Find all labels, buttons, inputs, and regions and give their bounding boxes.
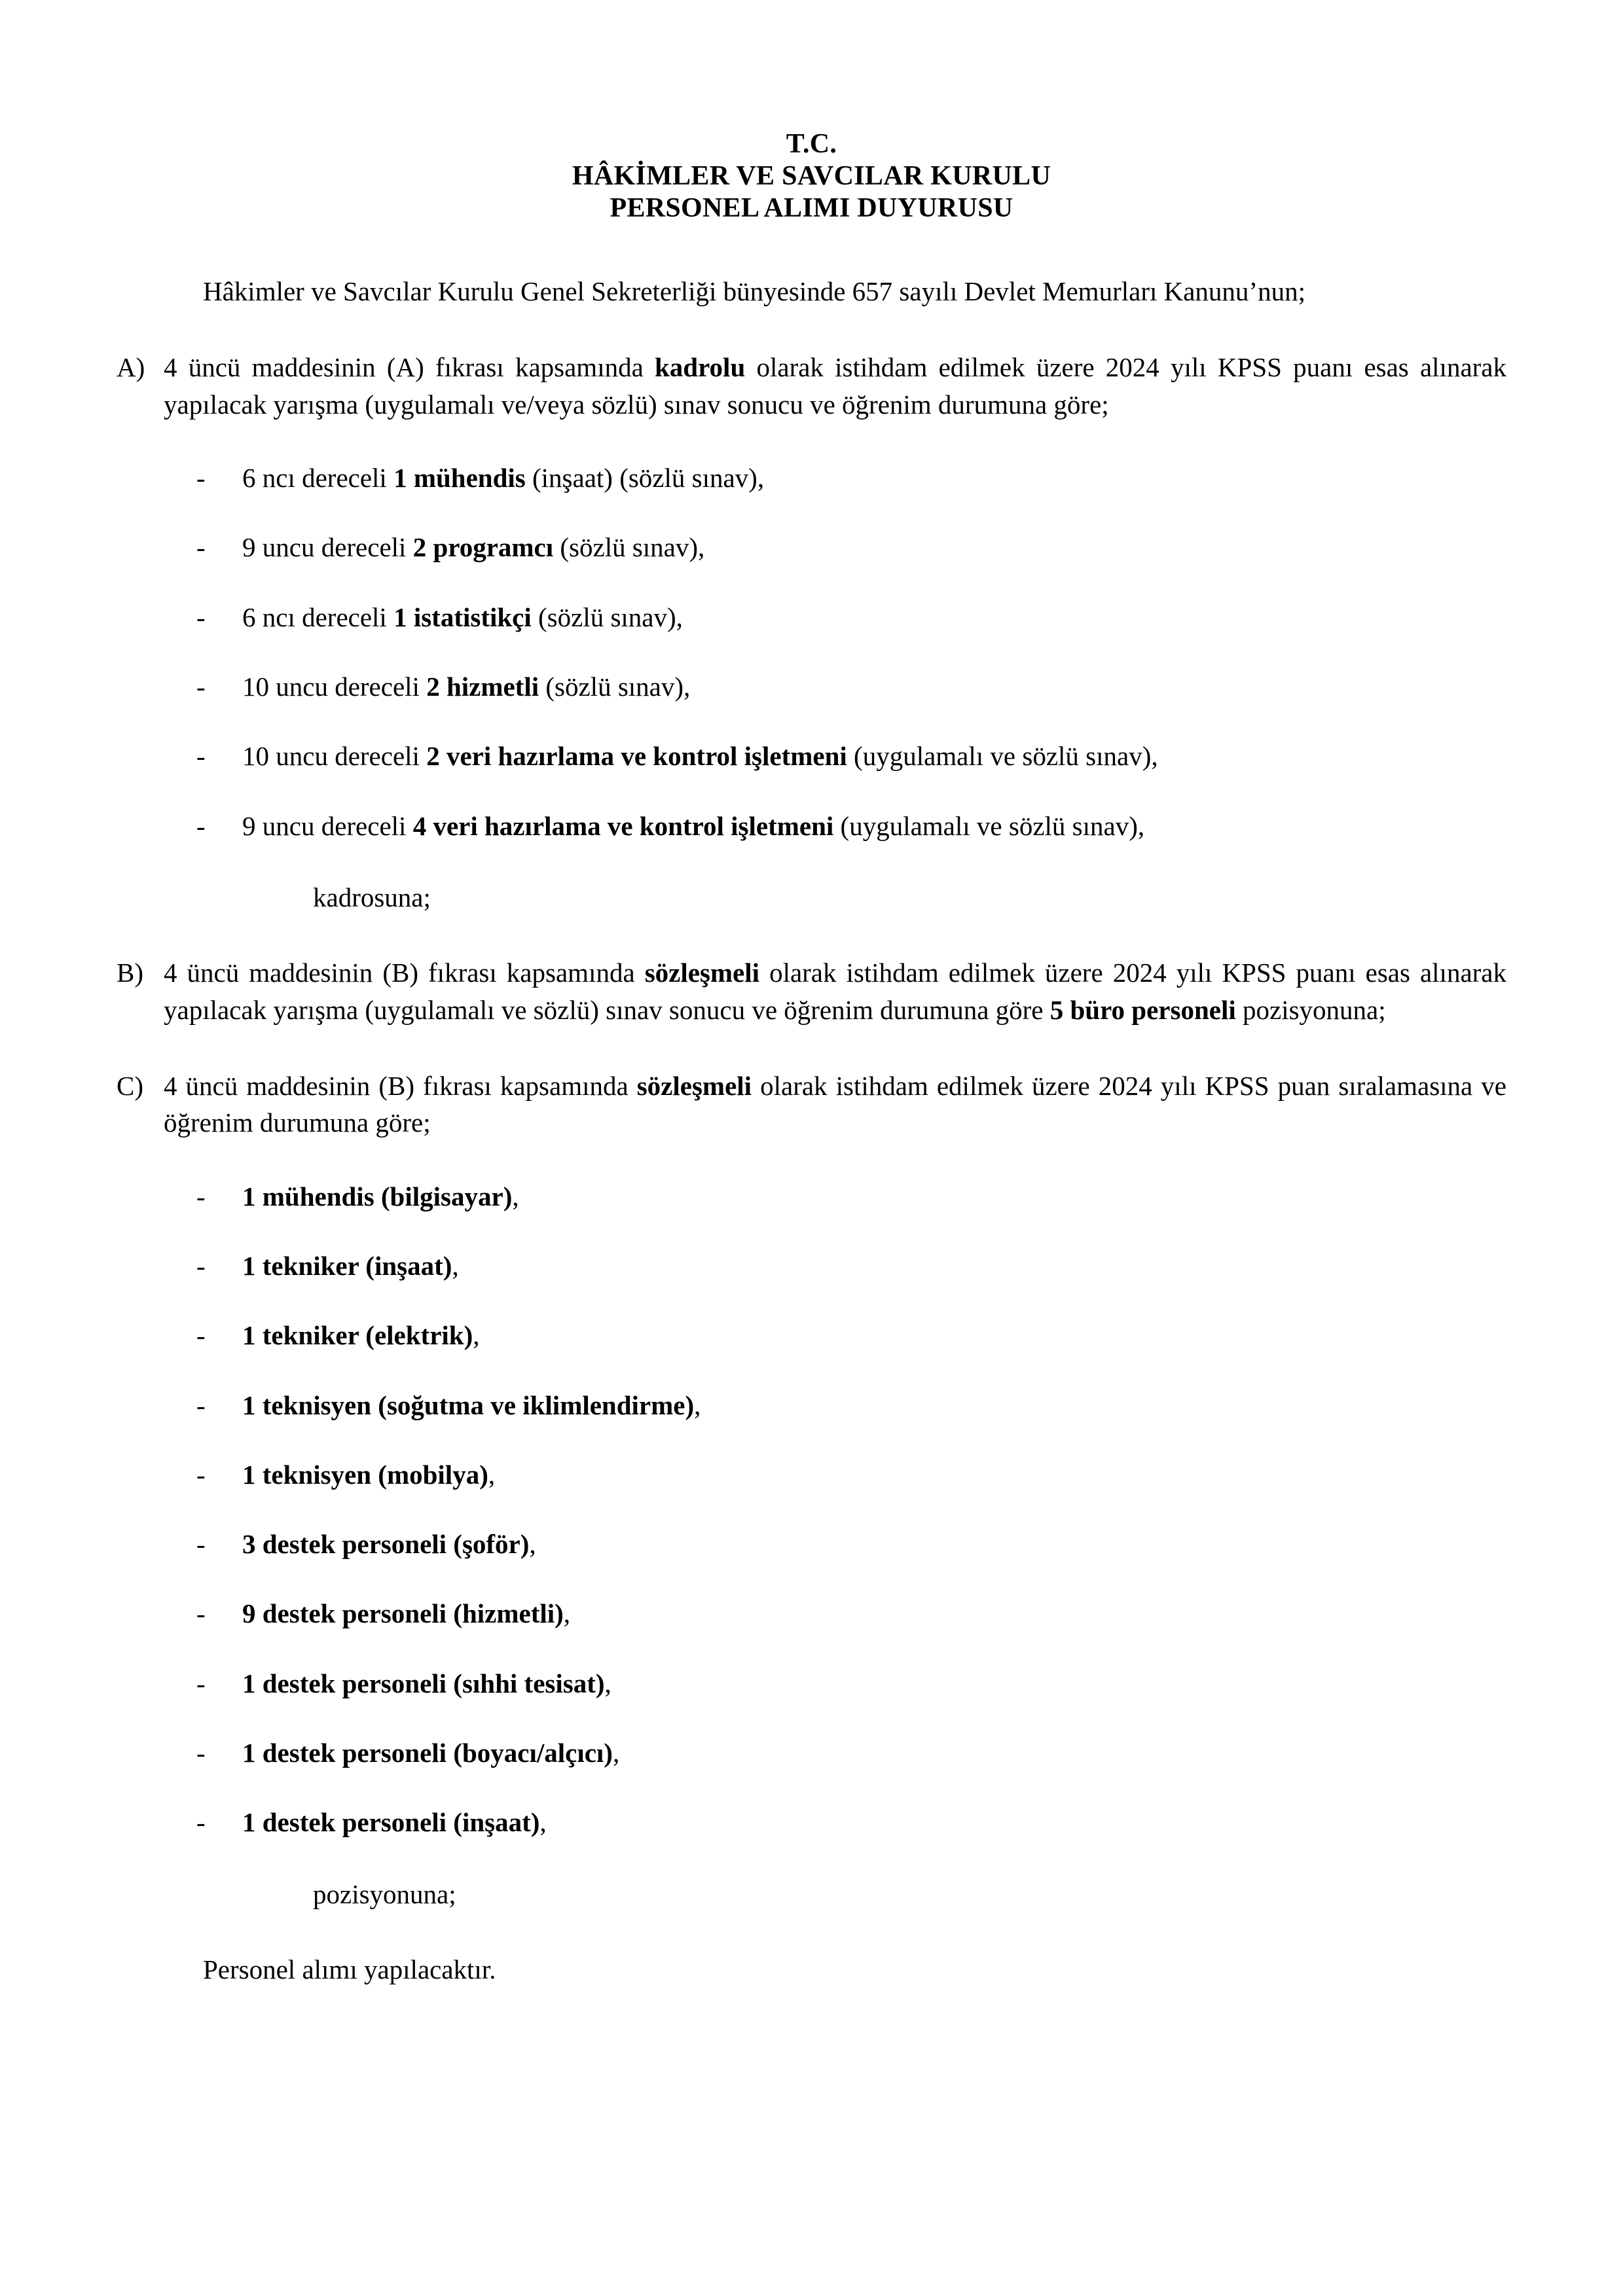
list-item: [117, 1458, 1506, 1492]
list-item: [117, 461, 1506, 495]
list-item-suffix: ,: [604, 1668, 611, 1698]
list-item: [117, 1179, 1506, 1214]
list-item-text: [242, 530, 1506, 565]
clause-c-bullet-list: [117, 1179, 1506, 1840]
list-item-suffix: ,: [473, 1320, 480, 1351]
title-line-2: HÂKİMLER VE SAVCILAR KURULU: [572, 160, 1051, 191]
list-item-bold: 2 programcı: [412, 532, 554, 563]
dash-bullet-icon: -: [196, 671, 206, 702]
clause-c-rest: olarak istihdam edilmek üzere 2024 yılı KPSS puan sıralamasına ve öğrenim durumuna göre;: [164, 1070, 1506, 1138]
list-item-bold: 1 tekniker (elektrik): [242, 1320, 473, 1351]
list-item: [117, 530, 1506, 565]
list-item: [117, 1666, 1506, 1701]
clause-b-rest: pozisyonuna;: [1235, 994, 1386, 1025]
list-item-text: [242, 600, 1506, 635]
list-item-bold: 3 destek personeli (şoför): [242, 1529, 530, 1560]
dash-bullet-icon: -: [196, 741, 206, 772]
list-item-bold: 1 destek personeli (inşaat): [242, 1807, 540, 1838]
clause-b-bold-term-2: 5 büro personeli: [1049, 994, 1236, 1025]
list-item: [117, 1318, 1506, 1353]
list-item-suffix: (inşaat) (sözlü sınav),: [525, 463, 765, 493]
list-item-text: [242, 1249, 1506, 1283]
document-body: [117, 128, 1506, 1987]
list-item-suffix: ,: [694, 1390, 701, 1420]
list-item: [117, 600, 1506, 635]
list-item-bold: 2 veri hazırlama ve kontrol işletmeni: [426, 741, 847, 772]
list-item: [117, 1736, 1506, 1770]
list-item: [117, 1596, 1506, 1631]
title-line-3: PERSONEL ALIMI DUYURUSU: [610, 192, 1013, 223]
list-item-text: [242, 739, 1506, 774]
clause-a-bullet-list: [117, 461, 1506, 844]
list-item-prefix: 10 uncu dereceli: [242, 671, 427, 702]
list-item-text: [242, 809, 1506, 844]
list-item: [117, 1805, 1506, 1840]
list-item-bold: 1 teknisyen (mobilya): [242, 1459, 488, 1490]
list-item-prefix: 6 ncı dereceli: [242, 601, 394, 632]
dash-bullet-icon: -: [196, 463, 206, 493]
list-item-text: [242, 1179, 1506, 1214]
list-item-text: [242, 670, 1506, 704]
dash-bullet-icon: -: [196, 1459, 206, 1490]
clause-c-text: [164, 1067, 1506, 1141]
list-item-suffix: (sözlü sınav),: [553, 532, 705, 563]
list-item-bold: 1 destek personeli (boyacı/alçıcı): [242, 1738, 613, 1768]
list-item-prefix: 10 uncu dereceli: [242, 741, 427, 772]
clause-c-tail: pozisyonuna;: [313, 1878, 456, 1909]
list-item-text: [242, 1736, 1506, 1770]
dash-bullet-icon: -: [196, 1807, 206, 1838]
list-item-bold: 4 veri hazırlama ve kontrol işletmeni: [412, 810, 834, 841]
list-item: [117, 1527, 1506, 1562]
clause-a-text: [164, 349, 1506, 423]
list-item-suffix: ,: [512, 1181, 519, 1211]
intro-paragraph: Hâkimler ve Savcılar Kurulu Genel Sekreterliği bünyesinde 657 sayılı Devlet Memurları Kanunu’nun;: [203, 276, 1305, 306]
list-item-bold: 1 destek personeli (sıhhi tesisat): [242, 1668, 605, 1698]
list-item-suffix: (uygulamalı ve sözlü sınav),: [833, 810, 1145, 841]
list-item: [117, 1388, 1506, 1423]
clause-b-middle: olarak istihdam edilmek üzere 2024 yılı KPSS puanı esas alınarak yapılacak yarışma (uygulamalı ve sözlü) sınav sonucu ve öğrenim durumuna göre: [164, 958, 1506, 1025]
clause-a-tail: kadrosuna;: [313, 882, 431, 912]
clause-b: [117, 954, 1506, 1028]
list-item-bold: 1 mühendis: [393, 463, 526, 493]
list-item-text: [242, 1318, 1506, 1353]
list-item-prefix: 9 uncu dereceli: [242, 810, 413, 841]
list-item-text: [242, 461, 1506, 495]
dash-bullet-icon: -: [196, 532, 206, 563]
list-item-suffix: ,: [452, 1250, 459, 1281]
dash-bullet-icon: -: [196, 1598, 206, 1629]
clause-c: [117, 1067, 1506, 1141]
clause-c-marker: C): [117, 1070, 143, 1101]
document-title: [117, 128, 1506, 224]
list-item-suffix: ,: [529, 1529, 536, 1560]
dash-bullet-icon: -: [196, 1668, 206, 1698]
dash-bullet-icon: -: [196, 1738, 206, 1768]
list-item-suffix: ,: [612, 1738, 620, 1768]
clause-a-marker: A): [117, 352, 145, 383]
clause-b-bold-term: sözleşmeli: [644, 958, 760, 988]
clause-b-marker: B): [117, 958, 143, 988]
dash-bullet-icon: -: [196, 1181, 206, 1211]
closing-sentence: Personel alımı yapılacaktır.: [203, 1954, 496, 1984]
list-item-text: [242, 1388, 1506, 1423]
list-item-suffix: ,: [563, 1598, 571, 1629]
dash-bullet-icon: -: [196, 1250, 206, 1281]
list-item-suffix: (sözlü sınav),: [531, 601, 683, 632]
dash-bullet-icon: -: [196, 1390, 206, 1420]
list-item-text: [242, 1666, 1506, 1701]
list-item-suffix: ,: [488, 1459, 496, 1490]
list-item-text: [242, 1805, 1506, 1840]
clause-a-rest: olarak istihdam edilmek üzere 2024 yılı KPSS puanı esas alınarak yapılacak yarışma (uygulamalı ve/veya sözlü) sınav sonucu ve öğrenim durumuna göre;: [164, 352, 1506, 420]
dash-bullet-icon: -: [196, 601, 206, 632]
dash-bullet-icon: -: [196, 1320, 206, 1351]
list-item-suffix: (sözlü sınav),: [539, 671, 691, 702]
clause-b-lead: 4 üncü maddesinin (B) fıkrası kapsamında: [164, 958, 645, 988]
clause-b-text: [164, 954, 1506, 1028]
list-item-bold: 1 tekniker (inşaat): [242, 1250, 452, 1281]
list-item-text: [242, 1527, 1506, 1562]
clause-a-bold-term: kadrolu: [655, 352, 746, 383]
list-item: [117, 739, 1506, 774]
list-item-prefix: 9 uncu dereceli: [242, 532, 413, 563]
list-item-bold: 1 teknisyen (soğutma ve iklimlendirme): [242, 1390, 695, 1420]
title-line-1: T.C.: [786, 129, 837, 159]
clause-c-bold-term: sözleşmeli: [636, 1070, 752, 1101]
list-item-bold: 1 istatistikçi: [393, 601, 532, 632]
list-item-text: [242, 1596, 1506, 1631]
dash-bullet-icon: -: [196, 1529, 206, 1560]
clause-a-lead: 4 üncü maddesinin (A) fıkrası kapsamında: [164, 352, 655, 383]
list-item-bold: 9 destek personeli (hizmetli): [242, 1598, 564, 1629]
clause-a: [117, 349, 1506, 423]
list-item: [117, 670, 1506, 704]
dash-bullet-icon: -: [196, 810, 206, 841]
list-item: [117, 809, 1506, 844]
list-item-text: [242, 1458, 1506, 1492]
list-item-bold: 1 mühendis (bilgisayar): [242, 1181, 513, 1211]
list-item-suffix: (uygulamalı ve sözlü sınav),: [847, 741, 1158, 772]
list-item-prefix: 6 ncı dereceli: [242, 463, 394, 493]
clause-c-lead: 4 üncü maddesinin (B) fıkrası kapsamında: [164, 1070, 637, 1101]
list-item-suffix: ,: [539, 1807, 547, 1838]
list-item: [117, 1249, 1506, 1283]
list-item-bold: 2 hizmetli: [426, 671, 539, 702]
